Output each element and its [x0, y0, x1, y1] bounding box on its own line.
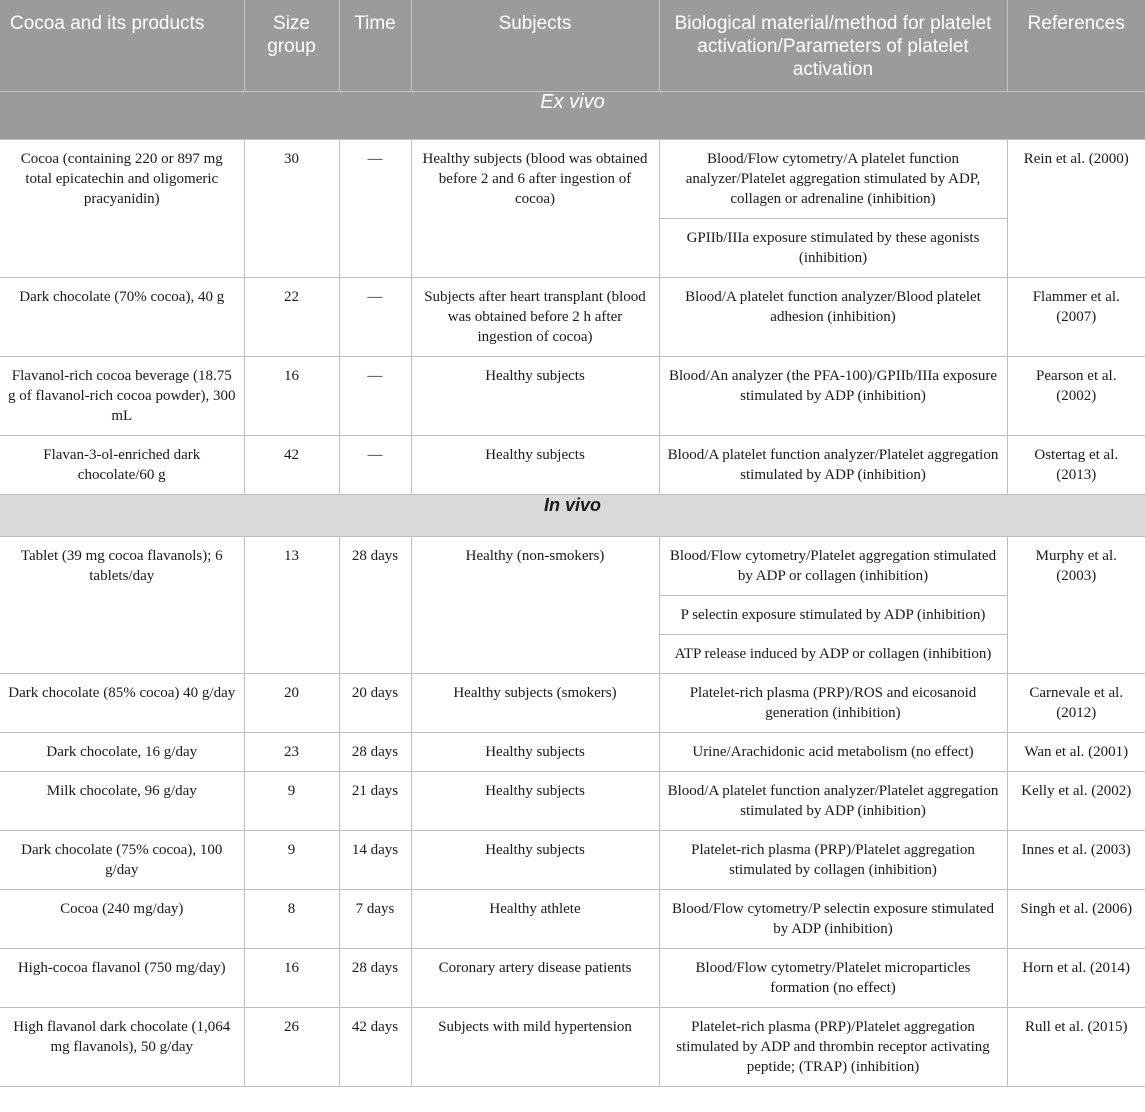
cell-time: 28 days [339, 537, 411, 674]
cell-subjects: Coronary artery disease patients [411, 949, 659, 1008]
section-row-in-vivo [0, 495, 1145, 537]
cell-time: 14 days [339, 831, 411, 890]
cell-subjects: Healthy subjects [411, 831, 659, 890]
cell-time: 28 days [339, 949, 411, 1008]
cell-method: Blood/Flow cytometry/A platelet function analyzer/Platelet aggregation stimulated by ADP, collagen or adrenaline (inhibition) [659, 140, 1007, 219]
cell-time: — [339, 436, 411, 495]
cell-method: Blood/Flow cytometry/Platelet aggregation stimulated by ADP or collagen (inhibition) [659, 537, 1007, 596]
cell-reference: Carnevale et al. (2012) [1007, 674, 1145, 733]
header-size-group: Size group [244, 0, 339, 92]
table-body [0, 92, 1145, 1087]
table-row [0, 949, 1145, 1008]
section-title-in-vivo: In vivo [0, 495, 1145, 537]
cell-product: Cocoa (containing 220 or 897 mg total epicatechin and oligomeric pracyanidin) [0, 140, 244, 278]
cell-method: GPIIb/IIIa exposure stimulated by these agonists (inhibition) [659, 219, 1007, 278]
table-header [0, 0, 1145, 92]
cell-product: High flavanol dark chocolate (1,064 mg flavanols), 50 g/day [0, 1008, 244, 1087]
cell-size-group: 20 [244, 674, 339, 733]
cell-subjects: Healthy subjects (smokers) [411, 674, 659, 733]
header-row [0, 0, 1145, 92]
table-row [0, 140, 1145, 219]
cell-method: Blood/Flow cytometry/Platelet microparticles formation (no effect) [659, 949, 1007, 1008]
table-row [0, 733, 1145, 772]
cell-time: — [339, 357, 411, 436]
table-row [0, 674, 1145, 733]
cell-size-group: 16 [244, 357, 339, 436]
cell-product: Tablet (39 mg cocoa flavanols); 6 tablets/day [0, 537, 244, 674]
cell-product: Flavanol-rich cocoa beverage (18.75 g of flavanol-rich cocoa powder), 300 mL [0, 357, 244, 436]
cell-method: P selectin exposure stimulated by ADP (inhibition) [659, 596, 1007, 635]
header-product: Cocoa and its products [0, 0, 244, 92]
table-row [0, 436, 1145, 495]
table-row [0, 537, 1145, 596]
cell-subjects: Healthy subjects [411, 357, 659, 436]
cell-subjects: Healthy athlete [411, 890, 659, 949]
cell-product: Dark chocolate (70% cocoa), 40 g [0, 278, 244, 357]
cell-reference: Innes et al. (2003) [1007, 831, 1145, 890]
cell-size-group: 9 [244, 831, 339, 890]
cell-subjects: Subjects after heart transplant (blood was obtained before 2 h after ingestion of cocoa) [411, 278, 659, 357]
cell-size-group: 9 [244, 772, 339, 831]
cell-method: Platelet-rich plasma (PRP)/ROS and eicosanoid generation (inhibition) [659, 674, 1007, 733]
cell-size-group: 22 [244, 278, 339, 357]
cell-reference: Murphy et al. (2003) [1007, 537, 1145, 674]
header-references: References [1007, 0, 1145, 92]
cell-size-group: 30 [244, 140, 339, 278]
cell-time: — [339, 278, 411, 357]
cell-method: Blood/A platelet function analyzer/Platelet aggregation stimulated by ADP (inhibition) [659, 436, 1007, 495]
table-row [0, 890, 1145, 949]
table-row [0, 772, 1145, 831]
cell-method: Blood/A platelet function analyzer/Platelet aggregation stimulated by ADP (inhibition) [659, 772, 1007, 831]
cell-product: Dark chocolate (75% cocoa), 100 g/day [0, 831, 244, 890]
cell-size-group: 8 [244, 890, 339, 949]
cell-product: High-cocoa flavanol (750 mg/day) [0, 949, 244, 1008]
cell-method: Urine/Arachidonic acid metabolism (no effect) [659, 733, 1007, 772]
cell-size-group: 23 [244, 733, 339, 772]
table-row [0, 357, 1145, 436]
cell-reference: Pearson et al. (2002) [1007, 357, 1145, 436]
cell-product: Dark chocolate, 16 g/day [0, 733, 244, 772]
cell-product: Milk chocolate, 96 g/day [0, 772, 244, 831]
cell-method: ATP release induced by ADP or collagen (inhibition) [659, 635, 1007, 674]
header-method: Biological material/method for platelet activation/Parameters of platelet activation [659, 0, 1007, 92]
header-subjects: Subjects [411, 0, 659, 92]
cell-size-group: 42 [244, 436, 339, 495]
cell-time: 7 days [339, 890, 411, 949]
cell-reference: Ostertag et al. (2013) [1007, 436, 1145, 495]
cell-method: Platelet-rich plasma (PRP)/Platelet aggregation stimulated by collagen (inhibition) [659, 831, 1007, 890]
cell-subjects: Healthy (non-smokers) [411, 537, 659, 674]
section-title-ex-vivo: Ex vivo [0, 92, 1145, 140]
cell-subjects: Healthy subjects [411, 733, 659, 772]
cell-time: 28 days [339, 733, 411, 772]
cell-time: 20 days [339, 674, 411, 733]
cell-size-group: 13 [244, 537, 339, 674]
cell-size-group: 26 [244, 1008, 339, 1087]
cell-subjects: Healthy subjects [411, 772, 659, 831]
cell-method: Blood/A platelet function analyzer/Blood platelet adhesion (inhibition) [659, 278, 1007, 357]
cell-product: Cocoa (240 mg/day) [0, 890, 244, 949]
table-row [0, 831, 1145, 890]
section-row-ex-vivo [0, 92, 1145, 140]
cell-reference: Singh et al. (2006) [1007, 890, 1145, 949]
cell-product: Flavan-3-ol-enriched dark chocolate/60 g [0, 436, 244, 495]
table-row [0, 1008, 1145, 1087]
cell-reference: Flammer et al. (2007) [1007, 278, 1145, 357]
cell-reference: Rein et al. (2000) [1007, 140, 1145, 278]
header-time: Time [339, 0, 411, 92]
cell-method: Blood/An analyzer (the PFA-100)/GPIIb/IIIa exposure stimulated by ADP (inhibition) [659, 357, 1007, 436]
cell-time: — [339, 140, 411, 278]
table-row [0, 278, 1145, 357]
cell-subjects: Healthy subjects (blood was obtained before 2 and 6 after ingestion of cocoa) [411, 140, 659, 278]
cell-time: 42 days [339, 1008, 411, 1087]
cell-reference: Horn et al. (2014) [1007, 949, 1145, 1008]
cell-subjects: Subjects with mild hypertension [411, 1008, 659, 1087]
cell-size-group: 16 [244, 949, 339, 1008]
cell-method: Blood/Flow cytometry/P selectin exposure stimulated by ADP (inhibition) [659, 890, 1007, 949]
cell-reference: Rull et al. (2015) [1007, 1008, 1145, 1087]
cell-reference: Wan et al. (2001) [1007, 733, 1145, 772]
cell-reference: Kelly et al. (2002) [1007, 772, 1145, 831]
cell-method: Platelet-rich plasma (PRP)/Platelet aggregation stimulated by ADP and thrombin receptor activating peptide; (TRAP) (inhibition) [659, 1008, 1007, 1087]
cell-product: Dark chocolate (85% cocoa) 40 g/day [0, 674, 244, 733]
cell-subjects: Healthy subjects [411, 436, 659, 495]
cell-time: 21 days [339, 772, 411, 831]
